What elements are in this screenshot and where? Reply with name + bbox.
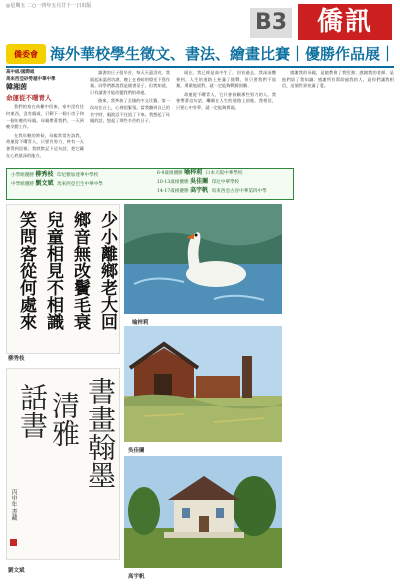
- badge-icon: 僑委會: [6, 44, 46, 64]
- essay-paragraph: 讀書的日子很辛苦，每天天還沒亮，我就起床溫習功課，晚上在昏暗的燈光下寫作業。同學們都說我是個書呆子，但我知道，只有讀書才能改變我們的命運。: [90, 70, 170, 95]
- award-school: 印尼雅加達華中學校: [56, 173, 99, 178]
- award-group: 中學組優勝: [11, 182, 34, 187]
- house-painting-image: [124, 456, 282, 568]
- award-name: 柳秀枝: [35, 171, 54, 178]
- section-masthead: 僑訊: [298, 4, 392, 40]
- essay-column-2: [90, 70, 170, 127]
- painting-house: [124, 456, 282, 568]
- award-school: 日本大阪中華學校: [205, 171, 243, 176]
- essay-paragraph: 在我年輕的時候，母親常常告訴我，命運從不曙青人，只要肯努力，終有一天會得到回報。我默默記下這句話，把它藏在心底最深的地方。: [6, 132, 84, 158]
- page-number: B3: [250, 8, 292, 38]
- essay-paragraph: 後來，我參加了全國的中文比賽，第一次站在台上，心裡很緊張。當我聽到自己的名字時，眼淚忍不住流了下來。我想起了母親的話，想起了那些辛苦的日子。: [90, 98, 170, 124]
- essay-paragraph: 我們的家在劫難中回來，家中沒有任何東西，沒有親戚，只剩下一個小房子和一個年輕的母親。母親帶著我們，一天到晚辛勤工作。: [6, 104, 84, 130]
- barn-painting-image: [124, 326, 282, 442]
- award-group: 14-17歲組優勝: [157, 189, 189, 194]
- artwork-caption: 劉文斌: [8, 568, 25, 574]
- essay-paragraph: 命運從不曙青人，它只會眷顧那些努力的人。我會帶著這句話，繼續在人生的道路上前進。我相信，只要心中有夢，就一定能夠實現。: [176, 91, 276, 110]
- award-name: 高宇帆: [190, 187, 209, 194]
- essay-column-1: [6, 70, 84, 161]
- author-name: 韓湘茵: [6, 82, 27, 92]
- essay-paragraph: 現在，我已經是高中生了。回首過去，我深深體會到，人生的道路上充滿了挑戰，但只要我們不放棄，勇敢地面對，就一定能夠戰勝困難。: [176, 70, 276, 89]
- award-name: 劉文斌: [35, 180, 54, 187]
- award-school: 馬來西亞古晉中華第四中學: [211, 189, 267, 194]
- calligraphy-artwork-1: [6, 204, 120, 354]
- artwork-caption: 柳秀枝: [8, 356, 25, 362]
- award-name: 喻梓莉: [184, 169, 203, 176]
- author-school: 馬來西亞砂勞越中華中學: [6, 76, 56, 82]
- calligraphy-column: 清雅: [48, 391, 81, 447]
- award-group: 小學組優勝: [11, 173, 34, 178]
- awards-box: [6, 168, 294, 200]
- feature-banner: [6, 44, 394, 68]
- feature-headline: 海外華校學生徵文、書法、繪畫比賽｜優勝作品展｜: [50, 45, 396, 63]
- page-topline: ◎星期五 二○一四年五月廿十一日出版: [6, 3, 92, 9]
- artwork-caption: 喻梓莉: [132, 320, 149, 326]
- calligraphy-column: 鄉音無改鬢毛衰: [70, 211, 90, 330]
- red-seal-icon: [10, 539, 17, 546]
- painting-barn: [124, 326, 282, 442]
- artwork-caption: 吳佳闌: [128, 448, 145, 454]
- calligraphy-column: 少小離鄉老大回: [97, 211, 117, 330]
- essay-title: 命運從不曙青人: [6, 93, 52, 102]
- award-entry: [11, 181, 151, 189]
- calligraphy-signature: 丙申年 書藏: [10, 489, 17, 521]
- award-school: 印尼中華學校: [211, 180, 240, 185]
- artwork-caption: 高宇帆: [128, 574, 145, 580]
- calligraphy-column: 書畫翰墨: [84, 377, 117, 489]
- award-entry: [157, 188, 291, 196]
- award-entry: [157, 170, 291, 178]
- calligraphy-column: 兒童相見不相識: [43, 211, 63, 330]
- award-entry: [157, 179, 291, 187]
- calligraphy-artwork-2: [6, 368, 120, 560]
- author-block: [6, 70, 84, 91]
- author-group: 高中組/國際組: [6, 70, 35, 75]
- calligraphy-column: 話書: [16, 383, 49, 439]
- award-name: 吳佳闌: [190, 178, 209, 185]
- painting-swan: [124, 204, 282, 314]
- award-group: 10-13歲組優勝: [157, 180, 189, 185]
- award-entry: [11, 172, 151, 180]
- essay-column-3: [176, 70, 276, 114]
- award-group: 6-9歲組優勝: [157, 171, 183, 176]
- swan-painting-image: [124, 204, 282, 314]
- essay-paragraph: 感謝我的母親，是她教會了我堅強；感謝我的老師，是他們給了我知識；感謝所有幫助過我的人，是你們讓我相信，這個世界充滿了愛。: [282, 70, 394, 89]
- essay-column-4: [282, 70, 394, 92]
- calligraphy-column: 笑問客從何處來: [16, 211, 36, 330]
- award-school: 馬來西亞巴生中華中學: [56, 182, 103, 187]
